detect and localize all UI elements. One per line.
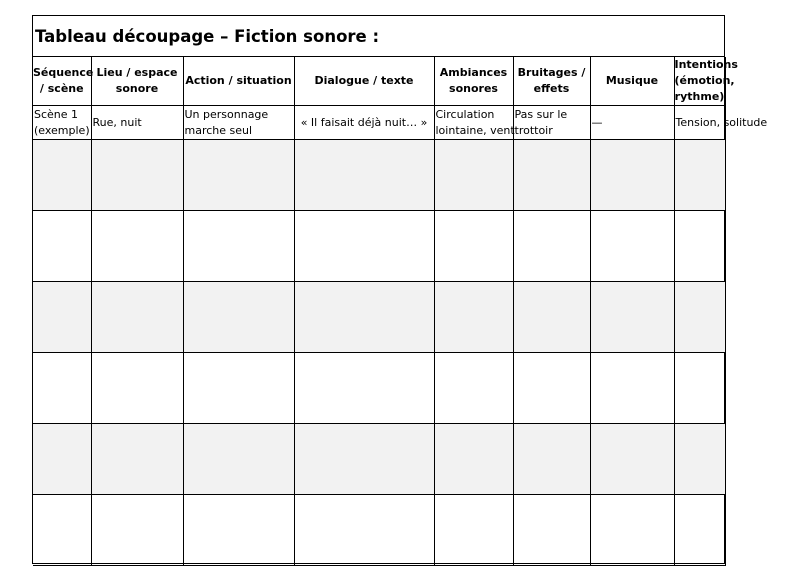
- empty-cell[interactable]: [91, 353, 183, 424]
- empty-cell[interactable]: [513, 495, 590, 566]
- empty-cell[interactable]: [513, 282, 590, 353]
- empty-row: [33, 282, 725, 353]
- empty-cell[interactable]: [674, 282, 725, 353]
- empty-cell[interactable]: [91, 495, 183, 566]
- column-header-dialogue: Dialogue / texte: [294, 57, 434, 106]
- empty-cell[interactable]: [294, 140, 434, 211]
- empty-cell[interactable]: [590, 495, 674, 566]
- storyboard-sheet: [32, 15, 768, 564]
- empty-cell[interactable]: [183, 211, 294, 282]
- empty-cell[interactable]: [294, 495, 434, 566]
- cell-bruitages[interactable]: Pas sur le trottoir: [513, 106, 590, 140]
- cell-intentions[interactable]: Tension, solitude: [674, 106, 725, 140]
- empty-cell[interactable]: [434, 282, 513, 353]
- column-header-sequence: Séquence / scène: [33, 57, 91, 106]
- empty-cell[interactable]: [33, 282, 91, 353]
- empty-cell[interactable]: [183, 353, 294, 424]
- cell-ambiances[interactable]: Circulation lointaine, vent: [434, 106, 513, 140]
- empty-cell[interactable]: [590, 353, 674, 424]
- empty-cell[interactable]: [674, 140, 725, 211]
- empty-cell[interactable]: [294, 282, 434, 353]
- empty-cell[interactable]: [590, 211, 674, 282]
- cell-lieu[interactable]: Rue, nuit: [91, 106, 183, 140]
- cell-musique[interactable]: —: [590, 106, 674, 140]
- empty-cell[interactable]: [183, 140, 294, 211]
- empty-row: [33, 424, 725, 495]
- empty-cell[interactable]: [434, 353, 513, 424]
- empty-cell[interactable]: [434, 424, 513, 495]
- empty-cell[interactable]: [33, 424, 91, 495]
- empty-cell[interactable]: [674, 424, 725, 495]
- cell-action[interactable]: Un personnage marche seul: [183, 106, 294, 140]
- empty-row: [33, 211, 725, 282]
- sheet-title: Tableau découpage – Fiction sonore :: [35, 26, 380, 46]
- empty-row: [33, 495, 725, 566]
- empty-cell[interactable]: [33, 211, 91, 282]
- empty-cell[interactable]: [33, 353, 91, 424]
- column-header-ambiances: Ambiances sonores: [434, 57, 513, 106]
- column-header-lieu: Lieu / espace sonore: [91, 57, 183, 106]
- empty-cell[interactable]: [513, 353, 590, 424]
- empty-cell[interactable]: [33, 140, 91, 211]
- empty-cell[interactable]: [294, 211, 434, 282]
- empty-row: [33, 353, 725, 424]
- storyboard-table: [33, 57, 768, 566]
- empty-cell[interactable]: [590, 140, 674, 211]
- column-header-bruitages: Bruitages / effets: [513, 57, 590, 106]
- empty-cell[interactable]: [590, 282, 674, 353]
- title-row: [33, 16, 724, 57]
- empty-cell[interactable]: [590, 424, 674, 495]
- column-header-intentions: Intentions (émotion, rythme): [674, 57, 725, 106]
- column-header-action: Action / situation: [183, 57, 294, 106]
- empty-cell[interactable]: [513, 211, 590, 282]
- empty-cell[interactable]: [91, 282, 183, 353]
- empty-cell[interactable]: [294, 353, 434, 424]
- empty-cell[interactable]: [183, 424, 294, 495]
- empty-cell[interactable]: [91, 140, 183, 211]
- empty-cell[interactable]: [434, 495, 513, 566]
- empty-cell[interactable]: [183, 495, 294, 566]
- empty-cell[interactable]: [674, 211, 725, 282]
- header-row: [33, 57, 725, 106]
- empty-cell[interactable]: [434, 140, 513, 211]
- empty-cell[interactable]: [91, 424, 183, 495]
- empty-cell[interactable]: [513, 424, 590, 495]
- empty-cell[interactable]: [91, 211, 183, 282]
- empty-cell[interactable]: [294, 424, 434, 495]
- empty-cell[interactable]: [33, 495, 91, 566]
- empty-cell[interactable]: [183, 282, 294, 353]
- example-row: [33, 106, 725, 140]
- cell-sequence[interactable]: Scène 1 (exemple): [33, 106, 91, 140]
- empty-cell[interactable]: [674, 495, 725, 566]
- empty-row: [33, 140, 725, 211]
- empty-cell[interactable]: [513, 140, 590, 211]
- empty-cell[interactable]: [674, 353, 725, 424]
- cell-dialogue[interactable]: « Il faisait déjà nuit… »: [294, 106, 434, 140]
- column-header-musique: Musique: [590, 57, 674, 106]
- empty-cell[interactable]: [434, 211, 513, 282]
